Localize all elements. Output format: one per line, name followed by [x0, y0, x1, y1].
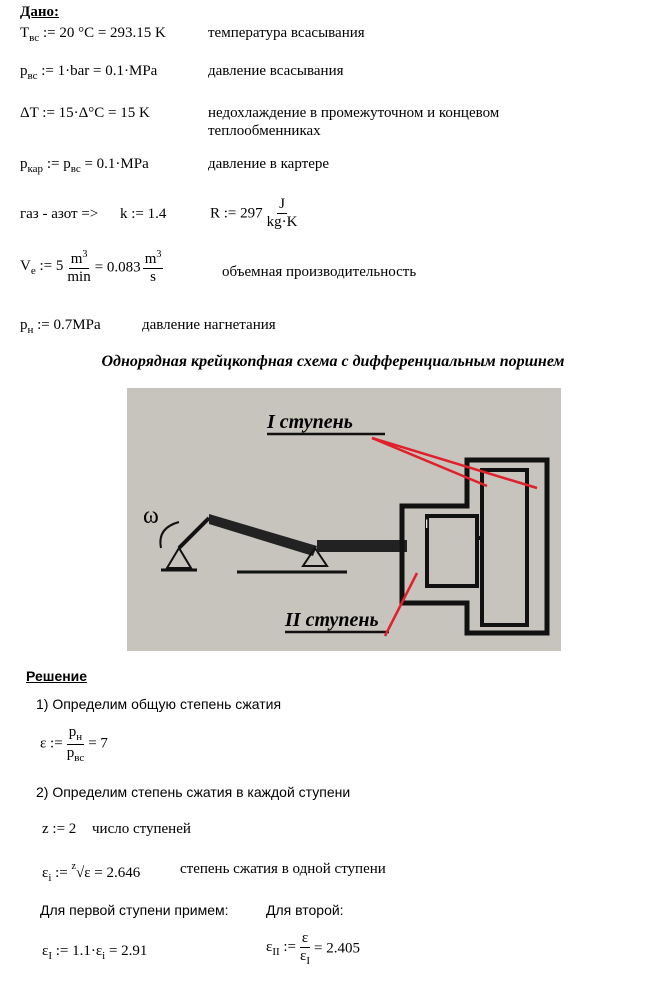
crankcase-description: давление в картере: [208, 156, 330, 172]
step1-text: 1) Определим общую степень сжатия: [36, 696, 282, 712]
k-formula: k := 1.4: [120, 206, 167, 222]
step2-text: 2) Определим степень сжатия в каждой ступени: [36, 784, 351, 800]
R-formula: R := 297 $\frac{J}{kg\cdot K}$: [210, 196, 298, 231]
solution-heading: Решение: [26, 668, 88, 684]
temp-description: температура всасывания: [208, 25, 365, 41]
compressor-diagram: [127, 388, 561, 651]
subcooling-description-1: недохлаждение в промежуточном и концевом: [208, 105, 500, 121]
given-heading: Дано:: [20, 4, 59, 20]
eps2-formula: $\varepsilon_{II}$ := $\frac{\varepsilon}{\varepsilon_I}$ = 2.405: [266, 930, 360, 968]
pressure-description: давление всасывания: [208, 63, 344, 79]
first-stage-text: Для первой ступени примем:: [40, 902, 229, 918]
gas-label: газ - азот =>: [20, 206, 99, 222]
stage-ratio-formula: $\varepsilon_i$ := $^z$√ε = 2.646: [42, 861, 141, 884]
subcooling-description-2: теплообменниках: [208, 123, 321, 139]
scheme-caption: Однорядная крейцкопфная схема с дифференциальным поршнем: [101, 353, 565, 370]
mark-label: I: [425, 517, 429, 531]
diagram-sketch: [127, 388, 561, 651]
stage1-label: I ступень: [267, 411, 353, 433]
omega-symbol: ω: [143, 503, 159, 529]
crankcase-formula: $p_{кар}$ := $p_{вс} = 0.1\cdot MPa$: [20, 156, 149, 175]
subcooling-formula: ΔT := 15·Δ°C = 15 K: [20, 105, 150, 121]
stage2-label: II ступень: [285, 609, 379, 631]
discharge-formula: $p_н$ := 0.7MPa: [20, 317, 101, 336]
discharge-description: давление нагнетания: [142, 317, 276, 333]
volume-description: объемная производительность: [222, 264, 417, 280]
eps1-formula: $\varepsilon_I$ := $1.1\cdot\varepsilon_i = 2.91$: [42, 943, 148, 962]
stages-formula: z := 2: [42, 821, 77, 837]
pressure-formula: $p_{вс}$ := 1·bar = 0.1·MPa: [20, 63, 158, 82]
second-stage-text: Для второй:: [266, 902, 344, 918]
total-ratio-formula: ε := $\frac{p_н}{p_{вс}}$ = 7: [40, 724, 108, 764]
temp-formula: $T_{вс}$ := 20 °C = 293.15 K: [20, 25, 166, 44]
stages-description: число ступеней: [92, 821, 191, 837]
stage-ratio-description: степень сжатия в одной ступени: [180, 861, 386, 877]
volume-formula: $V_e$ := 5 $\frac{m^3}{\min}$ = 0.083 $\frac{m^3}{s}$: [20, 249, 162, 286]
